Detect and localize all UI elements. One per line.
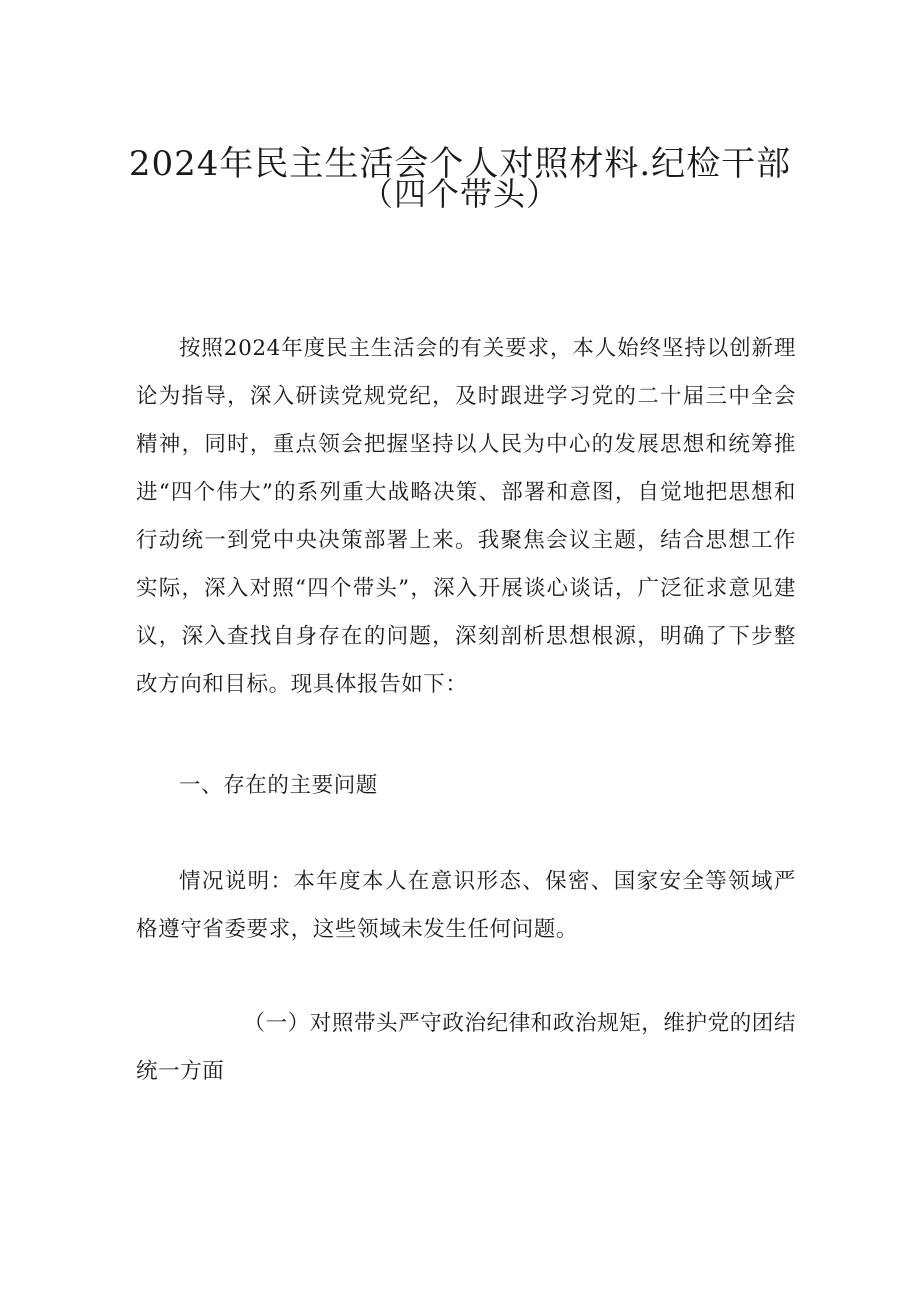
note-paragraph: 情况说明：本年度本人在意识形态、保密、国家安全等领域严格遵守省委要求，这些领域未发生任何问题。 [136,869,796,942]
subsection-heading: （一）对照带头严守政治纪律和政治规矩，维护党的团结统一方面 [136,1011,797,1084]
document-title: 2024年民主生活会个人对照材料.纪检干部 [128,144,792,184]
intro-paragraph: 按照2024年度民主生活会的有关要求，本人始终坚持以创新理论为指导，深入研读党规党纪，及时跟进学习党的二十届三中全会精神，同时，重点领会把握坚持以人民为中心的发展思想和统筹推进“四个伟大”的系列重大战略决策、部署和意图，自觉地把思想和行动统一到党中央决策部署上来。我聚焦会议主题，结合思想工作实际，深入对照“四个带头”，深入开展谈心谈话，广泛征求意见建议，深入查找自身存在的问题，深刻剖析思想根源，明确了下步整改方向和目标。现具体报告如下： [136,336,796,697]
section-heading: 一、存在的主要问题 [179,773,378,798]
document-subtitle: （四个带头） [360,175,559,213]
